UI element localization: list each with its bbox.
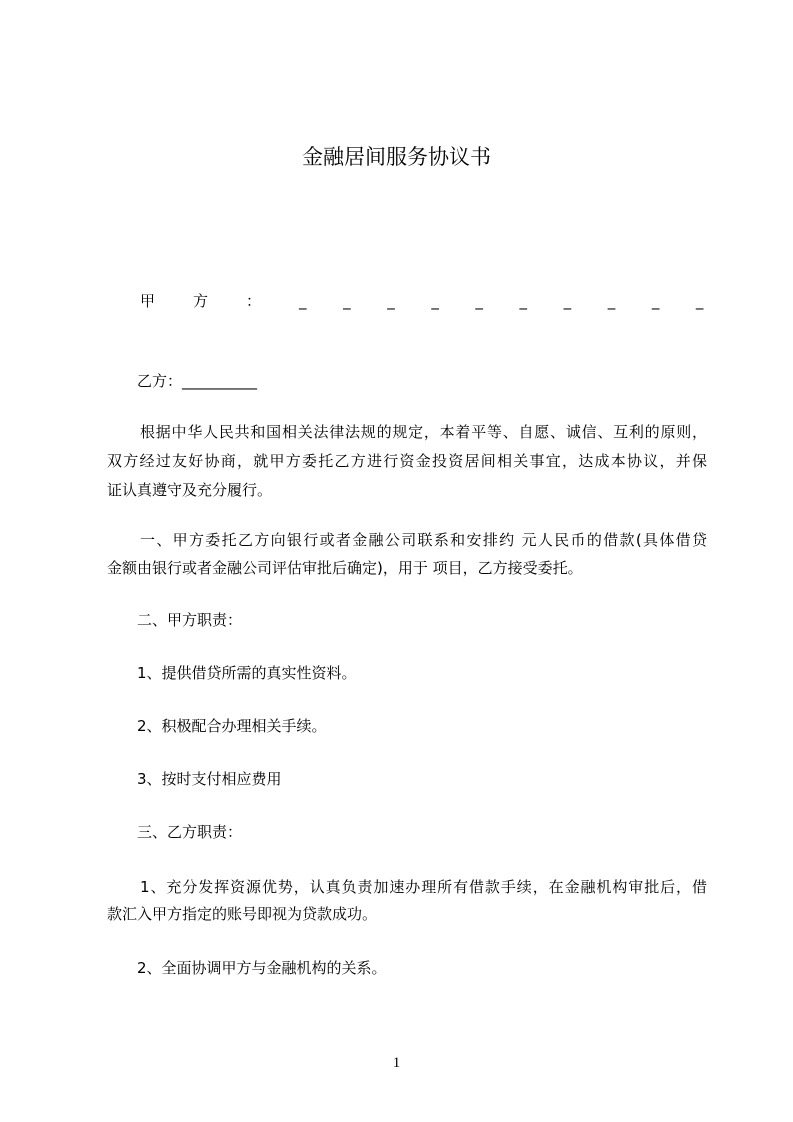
preamble-line-1: 根据中华人民共和国相关法律法规的规定，本着平等、自愿、诚信、互利的原则， [140,423,707,441]
party-a-blank: __________ [299,292,741,310]
section-3-heading: 三、乙方职责： [137,823,243,841]
section-3-item-1-line-2: 款汇入甲方指定的账号即视为贷款成功。 [107,905,378,923]
clause-1-line-1: 一、甲方委托乙方向银行或者金融公司联系和安排约 元人民币的借款(具体借贷 [140,531,707,549]
section-2-item-3: 3、按时支付相应费用 [137,770,282,788]
party-a-line [140,291,740,311]
section-2-item-1: 1、提供借贷所需的真实性资料。 [137,664,357,682]
section-3-item-2: 2、全面协调甲方与金融机构的关系。 [137,959,387,977]
party-b-blank: __________ [182,372,258,390]
preamble-line-3: 证认真遵守及充分履行。 [107,481,273,499]
party-b-label: 乙方： [137,372,183,390]
section-2-heading: 二、甲方职责： [137,611,243,629]
preamble-line-2: 双方经过友好协商，就甲方委托乙方进行资金投资居间相关事宜，达成本协议，并保 [107,452,707,470]
clause-1-line-2: 金额由银行或者金融公司评估审批后确定)，用于 项目，乙方接受委托。 [107,559,583,577]
party-a-label: 甲方： [140,292,300,310]
section-2-item-2: 2、积极配合办理相关手续。 [137,717,327,735]
document-title: 金融居间服务协议书 [302,145,491,169]
party-b-line [137,371,257,391]
section-3-item-1-line-1: 1、充分发挥资源优势，认真负责加速办理所有借款手续，在金融机构审批后，借 [140,878,707,896]
page-number: 1 [392,1055,401,1071]
